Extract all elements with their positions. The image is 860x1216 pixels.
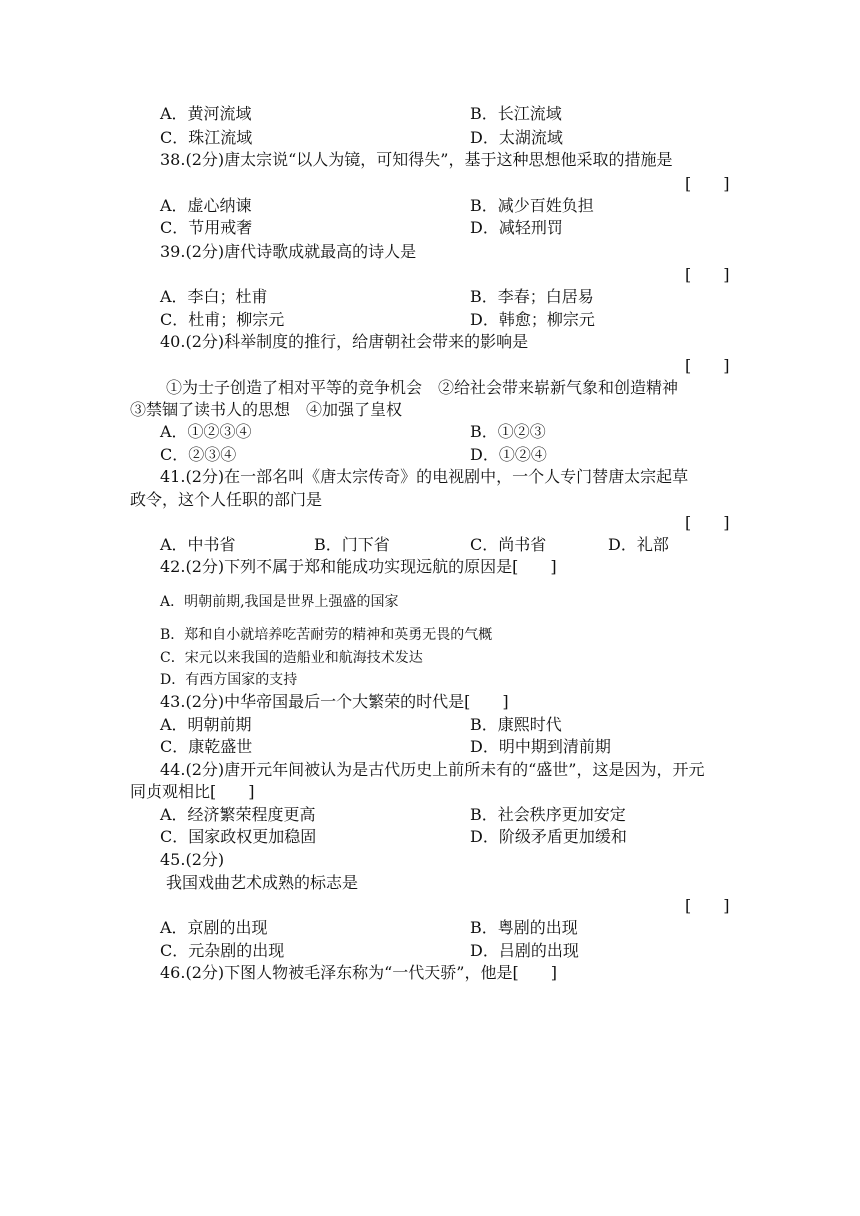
q41-stem-line-2: 政令，这个人任职的部门是: [130, 490, 323, 509]
q42-option-b: B．郑和自小就培养吃苦耐劳的精神和英勇无畏的气概: [160, 627, 493, 643]
q40-statement-line-1: ①为士子创造了相对平等的竞争机会 ②给社会带来崭新气象和创造精神: [166, 378, 679, 397]
q39-answer-bracket: [ ]: [685, 265, 730, 284]
q41-option-b: B．门下省: [314, 535, 390, 554]
q42-option-d: D．有西方国家的支持: [160, 672, 298, 688]
q37-option-d: D．太湖流域: [470, 128, 563, 147]
q43-stem: 43.(2分)中华帝国最后一个大繁荣的时代是[ ]: [160, 692, 509, 711]
q38-option-a: A．虚心纳谏: [160, 196, 252, 215]
q39-stem: 39.(2分)唐代诗歌成就最高的诗人是: [160, 242, 417, 261]
q44-option-d: D．阶级矛盾更加缓和: [470, 827, 627, 846]
q40-option-a: A．①②③④: [160, 422, 252, 441]
q45-stem-line-2: 我国戏曲艺术成熟的标志是: [166, 873, 359, 892]
q40-option-c: C．②③④: [160, 445, 237, 464]
q42-option-a: A．明朝前期,我国是世界上强盛的国家: [160, 594, 399, 610]
q45-option-d: D．吕剧的出现: [470, 941, 579, 960]
q44-option-c: C．国家政权更加稳固: [160, 827, 317, 846]
q38-answer-bracket: [ ]: [685, 174, 730, 193]
q41-option-a: A．中书省: [160, 535, 236, 554]
q40-option-d: D．①②④: [470, 445, 547, 464]
q41-stem-line-1: 41.(2分)在一部名叫《唐太宗传奇》的电视剧中，一个人专门替唐太宗起草: [160, 467, 689, 486]
q37-option-a: A．黄河流域: [160, 104, 252, 123]
q38-option-c: C．节用戒奢: [160, 218, 253, 237]
q39-option-b: B．李春；白居易: [470, 287, 594, 306]
q40-option-b: B．①②③: [470, 422, 546, 441]
q40-stem: 40.(2分)科举制度的推行，给唐朝社会带来的影响是: [160, 332, 529, 351]
q40-answer-bracket: [ ]: [685, 356, 730, 375]
q45-option-c: C．元杂剧的出现: [160, 941, 285, 960]
q46-stem: 46.(2分)下图人物被毛泽东称为“一代天骄”，他是[ ]: [160, 963, 557, 982]
q43-option-b: B．康熙时代: [470, 715, 562, 734]
q44-option-b: B．社会秩序更加安定: [470, 805, 626, 824]
q44-stem-line-2: 同贞观相比[ ]: [130, 782, 255, 801]
q40-statement-line-2: ③禁锢了读书人的思想 ④加强了皇权: [130, 400, 403, 419]
q44-option-a: A．经济繁荣程度更高: [160, 805, 316, 824]
q41-answer-bracket: [ ]: [685, 513, 730, 532]
q45-option-a: A．京剧的出现: [160, 918, 268, 937]
q38-stem: 38.(2分)唐太宗说“以人为镜，可知得失”，基于这种思想他采取的措施是: [160, 150, 673, 169]
q43-option-c: C．康乾盛世: [160, 737, 253, 756]
q39-option-c: C．杜甫；柳宗元: [160, 310, 285, 329]
q37-option-c: C．珠江流域: [160, 128, 253, 147]
q44-stem-line-1: 44.(2分)唐开元年间被认为是古代历史上前所未有的“盛世”，这是因为，开元: [160, 760, 705, 779]
q42-option-c: C．宋元以来我国的造船业和航海技术发达: [160, 650, 423, 666]
q42-stem: 42.(2分)下列不属于郑和能成功实现远航的原因是[ ]: [160, 557, 557, 576]
q37-option-b: B．长江流域: [470, 104, 562, 123]
q45-answer-bracket: [ ]: [685, 896, 730, 915]
q43-option-a: A．明朝前期: [160, 715, 252, 734]
q38-option-b: B．减少百姓负担: [470, 196, 594, 215]
q43-option-d: D．明中期到清前期: [470, 737, 611, 756]
q41-option-c: C．尚书省: [470, 535, 547, 554]
q41-option-d: D．礼部: [608, 535, 669, 554]
q39-option-a: A．李白；杜甫: [160, 287, 268, 306]
q39-option-d: D．韩愈；柳宗元: [470, 310, 595, 329]
q38-option-d: D．减轻刑罚: [470, 218, 563, 237]
q45-stem-line-1: 45.(2分): [160, 850, 225, 869]
q45-option-b: B．粤剧的出现: [470, 918, 578, 937]
